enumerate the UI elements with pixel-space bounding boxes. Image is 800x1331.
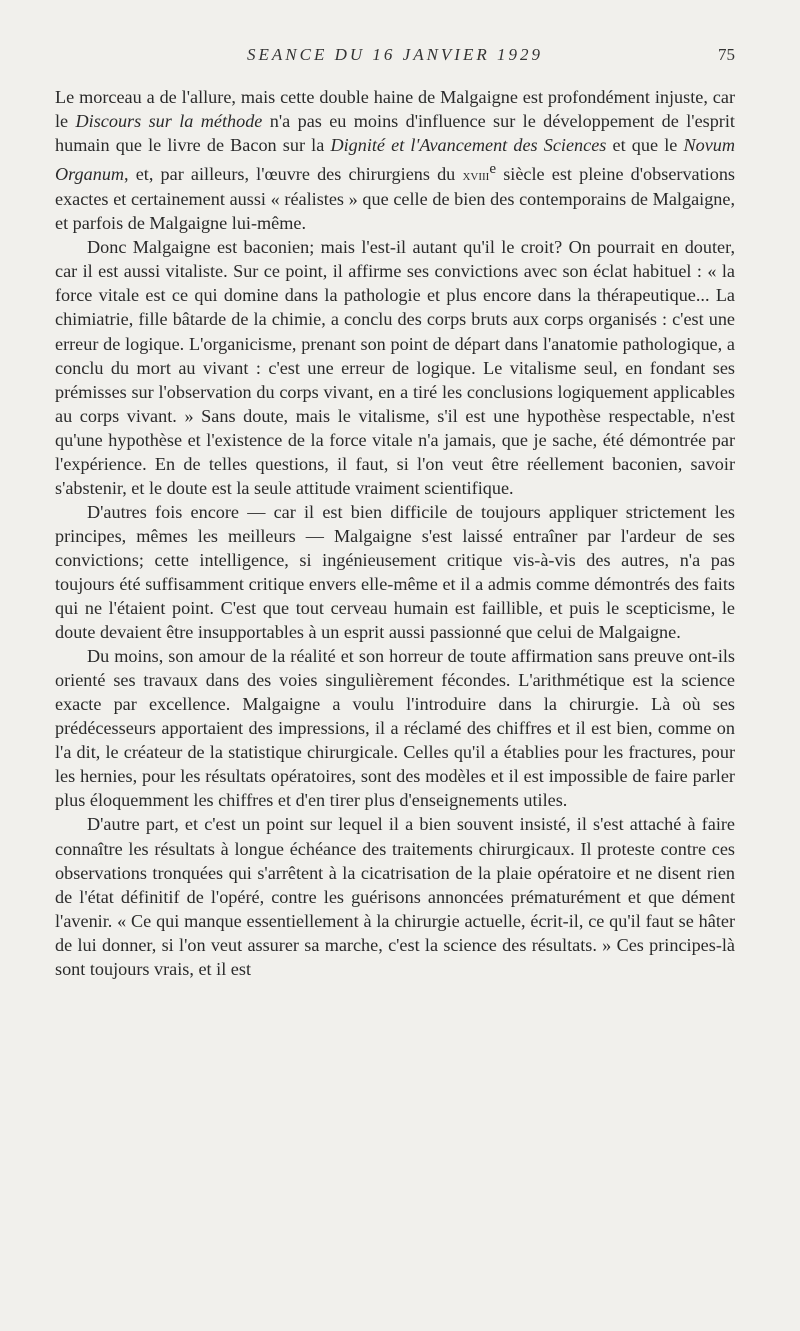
text-run: siècle est pleine d'observations exactes et certainement aussi « réalistes » que celle de bien des contemporains de Malgaigne, et parfois de Malgaigne lui-même. [55, 164, 735, 234]
text-run: Du moins, son amour de la réalité et son horreur de toute affirmation sans preuve ont-ils orienté ses travaux dans des voies singulièrement fécondes. L'arithmétique est la science exacte par excellence. Malgaigne a voulu l'introduire dans la chirurgie. Là où ses prédécesseurs apportaient des impressions, il a réclamé des chiffres et il est bien, comme on l'a dit, le créateur de la statistique chirurgicale. Celles qu'il a établies pour les fractures, pour les hernies, pour les résultats opératoires, sont des modèles et il est impossible de faire parler plus éloquemment les chiffres et d'en tirer plus d'enseignements utiles. [55, 646, 735, 811]
superscript: e [489, 160, 497, 178]
text-run: n'a pas eu moins d'influence sur le développement de l'esprit humain que le livre de Bacon sur la [55, 111, 735, 156]
paragraph [55, 812, 735, 980]
italic-title: Discours sur la méthode [75, 111, 263, 132]
paragraph [55, 500, 735, 644]
text-run: Le morceau a de l'allure, mais cette double haine de Malgaigne est profondément injuste, car le [55, 87, 735, 132]
italic-title: Novum Organum [55, 135, 736, 185]
text-run: Donc Malgaigne est baconien; mais l'est-il autant qu'il le croit? On pourrait en douter, car il est aussi vitaliste. Sur ce point, il affirme ses convictions avec son éclat habituel : « la force vitale est ce qui domine dans la pathologie et plus encore dans la thérapeutique... La chimiatrie, fille bâtarde de la chimie, a conclu des corps bruts aux corps organisés : c'est une erreur de logique. L'organicisme, prenant son point de départ dans l'anatomie pathologique, a conclu du mort au vivant : c'est une erreur de logique. Le vitalisme seul, en fondant ses prémisses sur l'observation du corps vivant, en a tiré les conclusions logiquement applicables au corps vivant. » Sans doute, mais le vitalisme, s'il est une hypothèse respectable, n'est qu'une hypothèse et l'existence de la force vitale n'a jamais, que je sache, été démontrée par l'expérience. En de telles questions, il faut, si l'on veut être réellement baconien, savoir s'abstenir, et le doute est la seule attitude vraiment scientifique. [55, 237, 735, 498]
page-number: 75 [718, 45, 735, 64]
small-caps-text: xviii [462, 165, 490, 185]
body-text [55, 85, 735, 981]
text-run: , et, par ailleurs, l'œuvre des chirurgiens du [124, 164, 463, 185]
text-run: et que le [606, 135, 684, 156]
text-run: D'autre part, et c'est un point sur lequel il a bien souvent insisté, il s'est attaché à faire connaître les résultats à longue échéance des traitements chirurgicaux. Il proteste contre ces observations tronquées qui s'arrêtent à la cicatrisation de la plaie opératoire et ne disent rien de l'état définitif de l'opéré, contre les guérisons annoncées prématurément et que dément l'avenir. « Ce qui manque essentiellement à la chirurgie actuelle, écrit-il, ce qu'il faut se hâter de lui donner, si l'on veut assurer sa marche, c'est la science des résultats. » Ces principes-là sont toujours vrais, et il est [55, 814, 735, 979]
paragraph [55, 235, 735, 500]
text-run: D'autres fois encore — car il est bien difficile de toujours appliquer strictement les principes, mêmes les meilleurs — Malgaigne s'est laissé entraîner par l'ardeur de ses convictions; cette intelligence, si ingénieusement critique vis-à-vis des autres, n'a pas toujours été suffisamment critique envers elle-même et il a admis comme démontrés des faits qui ne l'étaient point. C'est que tout cerveau humain est faillible, et puis le scepticisme, le doute devaient être insupportables à un esprit aussi passionné que celui de Malgaigne. [55, 501, 735, 643]
paragraph [55, 85, 735, 235]
page-header [55, 45, 735, 69]
italic-title: Dignité et l'Avancement des Sciences [330, 135, 607, 156]
running-head: SEANCE DU 16 JANVIER 1929 [247, 45, 543, 64]
paragraph [55, 644, 735, 812]
